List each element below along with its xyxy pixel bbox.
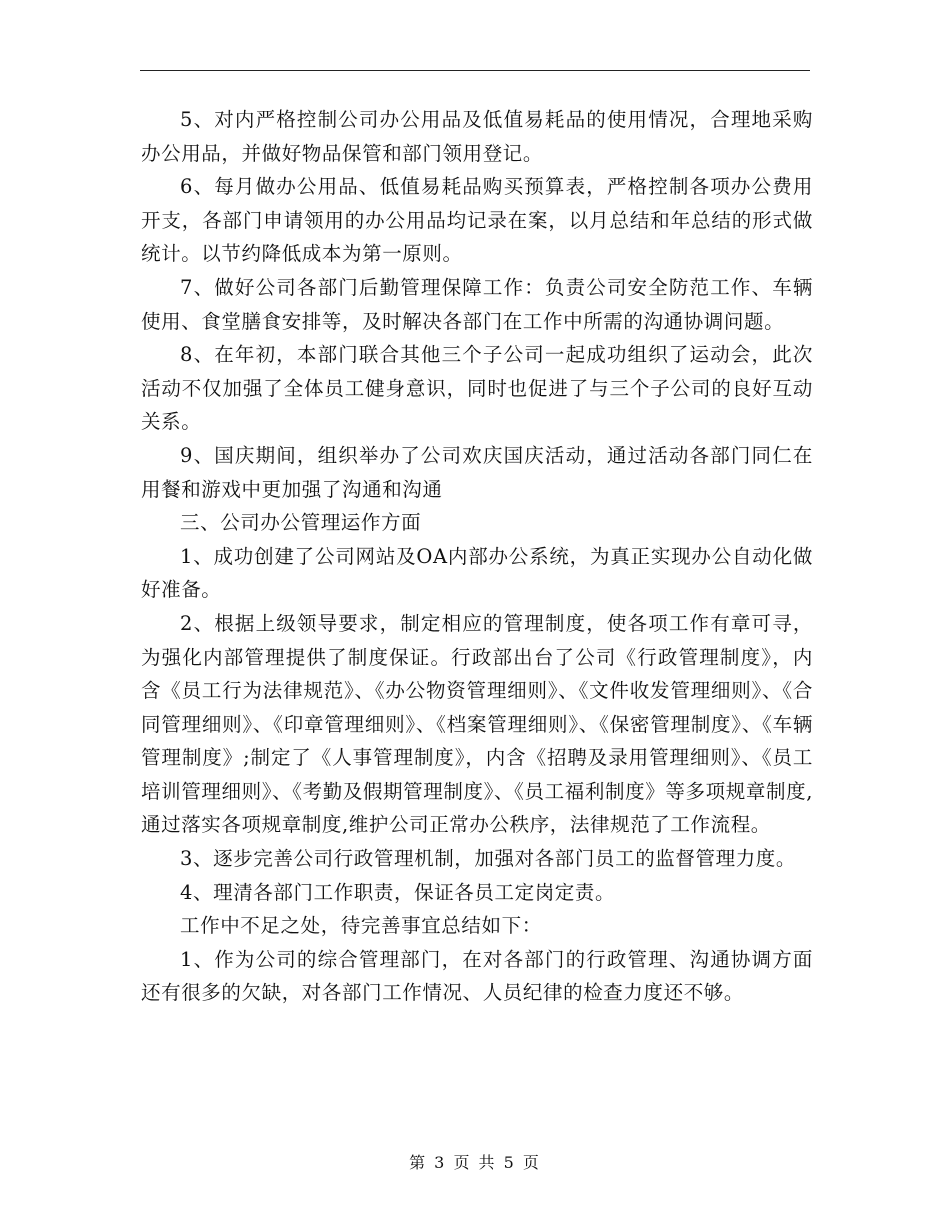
paragraph: 7、做好公司各部门后勤管理保障工作：负责公司安全防范工作、车辆使用、食堂膳食安排等，及时解决各部门在工作中所需的沟通协调问题。 (141, 275, 813, 333)
document-body (141, 103, 813, 1010)
paragraph: 3、逐步完善公司行政管理机制，加强对各部门员工的监督管理力度。 (180, 847, 797, 871)
paragraph: 2、根据上级领导要求，制定相应的管理制度，使各项工作有章可寻，为强化内部管理提供了制度保证。行政部出台了公司《行政管理制度》，内含《员工行为法律规范》、《办公物资管理细则》、《文件收发管理细则》、《合同管理细则》、《印章管理细则》、《档案管理细则》、《保密管理制度》、《车辆管理制度》;制定了《人事管理制度》，内含《招聘及录用管理细则》、《员工培训管理细则》、《考勤及假期管理制度》、《员工福利制度》等多项规章制度,通过落实各项规章制度,维护公司正常办公秩序，法律规范了工作流程。 (141, 611, 813, 837)
paragraph: 5、对内严格控制公司办公用品及低值易耗品的使用情况，合理地采购办公用品，并做好物品保管和部门领用登记。 (141, 108, 813, 165)
paragraph: 9、国庆期间，组织举办了公司欢庆国庆活动，通过活动各部门同仁在用餐和游戏中更加强了沟通和沟通 (141, 443, 813, 501)
paragraph: 8、在年初，本部门联合其他三个子公司一起成功组织了运动会，此次活动不仅加强了全体员工健身意识，同时也促进了与三个子公司的良好互动关系。 (141, 343, 813, 434)
paragraph: 4、理清各部门工作职责，保证各员工定岗定责。 (180, 880, 616, 904)
page-number: 第 3 页 共 5 页 (409, 1153, 541, 1172)
header-rule (140, 70, 810, 71)
paragraph: 1、成功创建了公司网站及OA内部办公系统，为真正实现办公自动化做好准备。 (141, 544, 813, 602)
paragraph: 1、作为公司的综合管理部门，在对各部门的行政管理、沟通协调方面还有很多的欠缺，对各部门工作情况、人员纪律的检查力度还不够。 (141, 947, 813, 1005)
section-heading: 三、公司办公管理运作方面 (180, 511, 422, 535)
paragraph: 6、每月做办公用品、低值易耗品购买预算表，严格控制各项办公费用开支，各部门申请领用的办公用品均记录在案，以月总结和年总结的形式做统计。以节约降低成本为第一原则。 (141, 175, 813, 266)
paragraph: 工作中不足之处，待完善事宜总结如下： (180, 914, 542, 938)
